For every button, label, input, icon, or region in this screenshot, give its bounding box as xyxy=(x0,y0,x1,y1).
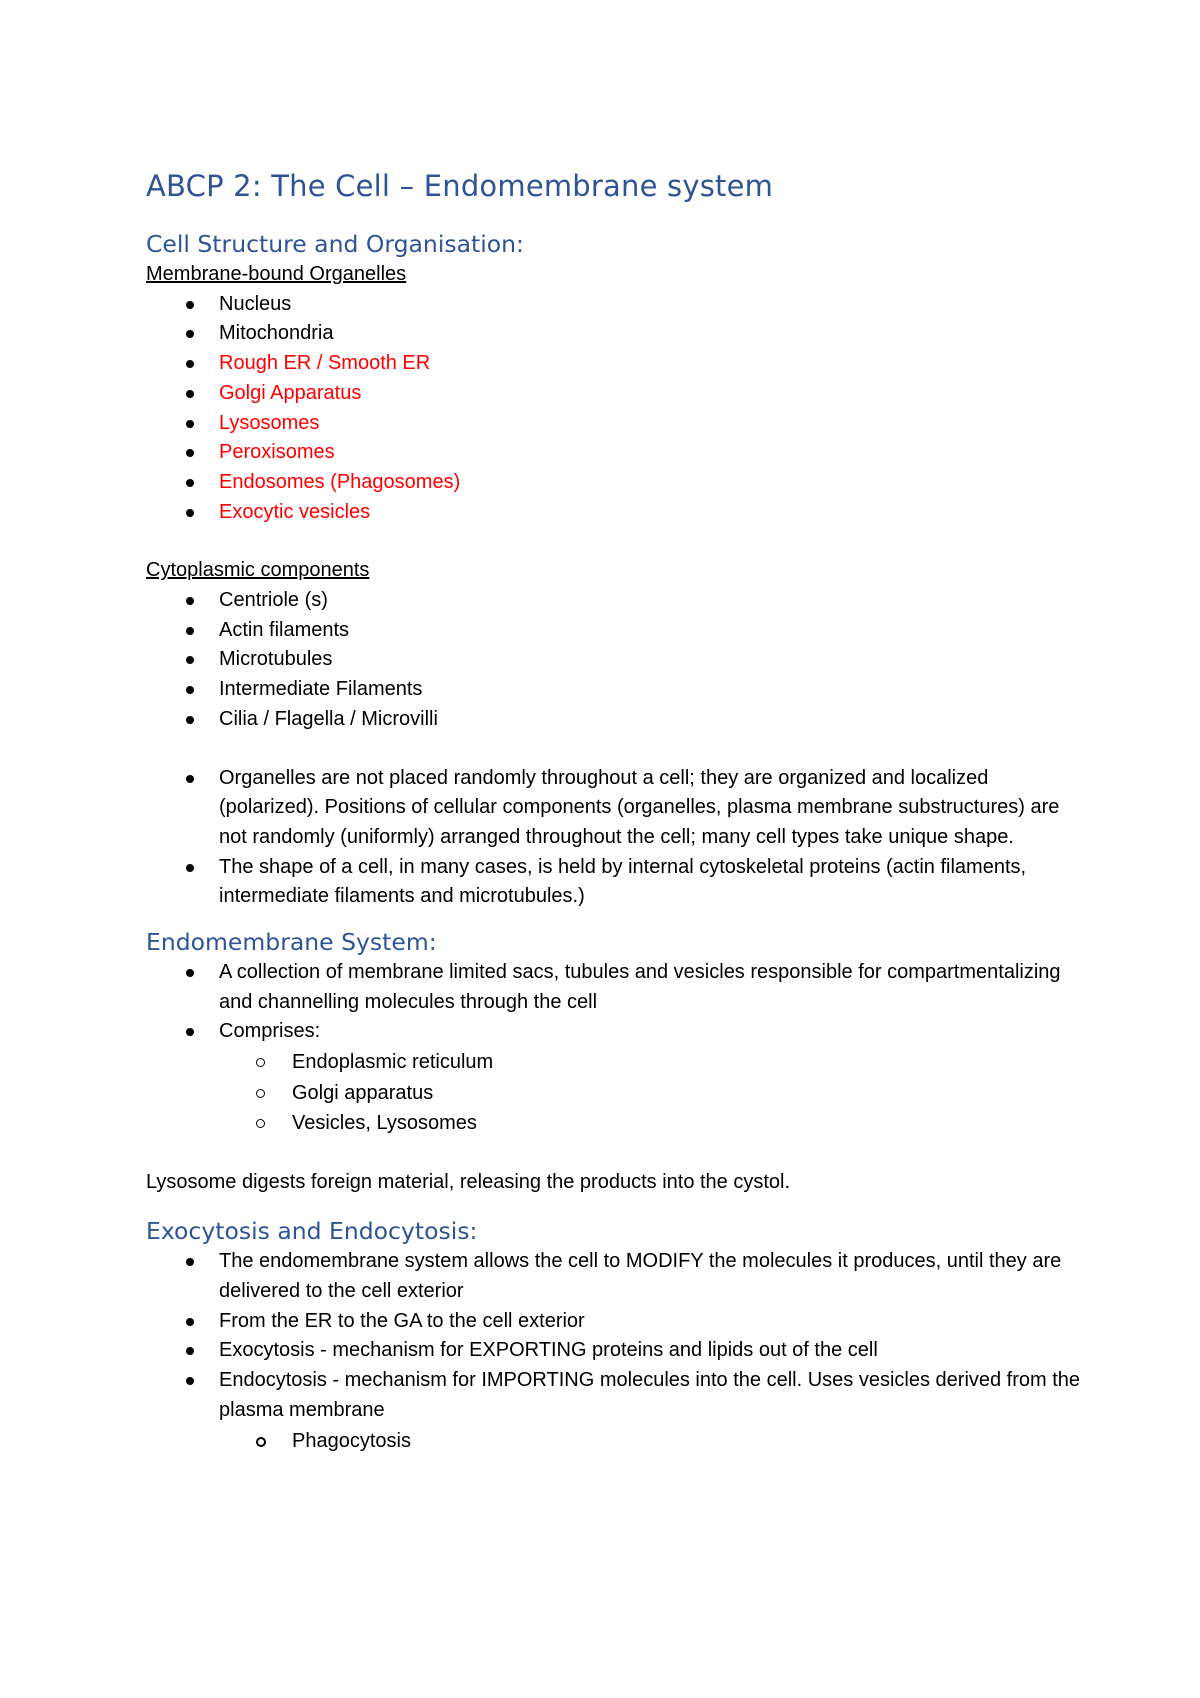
bullet-icon xyxy=(186,656,194,664)
bullet-icon xyxy=(186,864,194,872)
bullet-icon xyxy=(186,301,194,309)
list-item-text: Exocytosis - mechanism for EXPORTING proteins and lipids out of the cell xyxy=(219,1339,878,1362)
list-item xyxy=(146,853,1086,912)
list-item xyxy=(146,705,1086,735)
bullet-icon xyxy=(186,1318,194,1326)
page-title: ABCP 2: The Cell – Endomembrane system xyxy=(146,169,774,203)
list-item xyxy=(146,616,1086,646)
notes-list xyxy=(146,764,1086,913)
list-item-text: Microtubules xyxy=(219,648,333,671)
list-item xyxy=(146,319,1086,349)
bullet-icon xyxy=(186,360,194,368)
sublist-item xyxy=(146,1108,1086,1139)
list-item xyxy=(146,1307,1086,1337)
list-item xyxy=(146,1366,1086,1456)
sublist-item-text: Phagocytosis xyxy=(292,1429,411,1452)
comprises-sublist xyxy=(219,1047,1086,1139)
bullet-icon xyxy=(186,597,194,605)
list-item-text: Golgi Apparatus xyxy=(219,381,362,404)
list-item-text: Organelles are not placed randomly throughout a cell; they are organized and localized (polarized). Positions of cellular components (organelles, plasma membrane substructures) are not randomly (uniformly) arranged throughout the cell; many cell types take unique shape. xyxy=(219,766,1060,848)
sublist-item-text: Vesicles, Lysosomes xyxy=(292,1112,477,1135)
list-item-text: Peroxisomes xyxy=(219,441,335,464)
list-item-text: Nucleus xyxy=(219,292,292,315)
list-item-text: Cilia / Flagella / Microvilli xyxy=(219,707,438,730)
list-item-text: A collection of membrane limited sacs, tubules and vesicles responsible for compartmentalizing and channelling molecules through the cell xyxy=(219,961,1061,1013)
cytoplasmic-list xyxy=(146,586,1086,735)
list-item xyxy=(146,290,1086,320)
document-page xyxy=(146,168,1086,1456)
sublist-item xyxy=(146,1426,1086,1457)
list-item xyxy=(146,586,1086,616)
list-item xyxy=(146,764,1086,853)
hollow-bullet-icon xyxy=(256,1089,265,1098)
list-item-text: From the ER to the GA to the cell exterior xyxy=(219,1309,585,1332)
endomembrane-list xyxy=(146,958,1086,1139)
list-item xyxy=(146,645,1086,675)
hollow-bullet-icon xyxy=(256,1119,265,1128)
list-item-text: Mitochondria xyxy=(219,322,334,345)
list-item-text: Endocytosis - mechanism for IMPORTING molecules into the cell. Uses vesicles derived from the plasma membrane xyxy=(219,1369,1081,1421)
exocytosis-list xyxy=(146,1247,1086,1456)
list-item-text: The endomembrane system allows the cell to MODIFY the molecules it produces, until they are delivered to the cell exterior xyxy=(219,1250,1062,1303)
bullet-icon xyxy=(186,1347,194,1355)
membrane-bound-list xyxy=(146,290,1086,528)
list-item xyxy=(146,1017,1086,1138)
list-item xyxy=(146,1336,1086,1366)
list-item-text: Comprises: xyxy=(219,1020,321,1043)
list-item xyxy=(146,468,1086,498)
bullet-icon xyxy=(186,775,194,783)
spacer xyxy=(146,735,1086,764)
list-item xyxy=(146,349,1086,379)
section-heading-endomembrane: Endomembrane System: xyxy=(146,928,437,957)
lysosome-paragraph: Lysosome digests foreign material, releasing the products into the cystol. xyxy=(146,1170,791,1193)
list-item xyxy=(146,1247,1086,1306)
list-item-text: Rough ER / Smooth ER xyxy=(219,352,431,375)
bullet-icon xyxy=(186,449,194,457)
bullet-icon xyxy=(186,969,194,977)
bullet-icon xyxy=(186,716,194,724)
bullet-icon xyxy=(186,390,194,398)
list-item-text: Intermediate Filaments xyxy=(219,678,423,701)
list-item-text: Endosomes (Phagosomes) xyxy=(219,470,461,493)
list-item-text: The shape of a cell, in many cases, is held by internal cytoskeletal proteins (actin filaments, intermediate filaments and microtubules.) xyxy=(219,855,1027,908)
list-item xyxy=(146,409,1086,439)
subheading-membrane-bound: Membrane-bound Organelles xyxy=(146,263,407,285)
bullet-icon xyxy=(186,420,194,428)
list-item xyxy=(146,675,1086,705)
sublist-item xyxy=(146,1047,1086,1078)
bullet-icon xyxy=(186,330,194,338)
list-item-text: Exocytic vesicles xyxy=(219,500,371,523)
list-item-text: Lysosomes xyxy=(219,411,320,434)
bullet-icon xyxy=(186,627,194,635)
endocytosis-sublist xyxy=(219,1426,1086,1457)
bullet-icon xyxy=(186,1377,194,1385)
list-item xyxy=(146,958,1086,1017)
bullet-icon xyxy=(186,686,194,694)
list-item-text: Actin filaments xyxy=(219,618,350,641)
bullet-icon xyxy=(186,509,194,517)
section-heading-cell-structure: Cell Structure and Organisation: xyxy=(146,230,524,258)
subheading-cytoplasmic: Cytoplasmic components xyxy=(146,559,370,582)
list-item xyxy=(146,379,1086,409)
list-item xyxy=(146,438,1086,468)
hollow-bullet-icon xyxy=(256,1058,265,1067)
hollow-bullet-icon xyxy=(256,1437,266,1447)
list-item xyxy=(146,498,1086,528)
section-heading-exocytosis: Exocytosis and Endocytosis: xyxy=(146,1217,478,1246)
bullet-icon xyxy=(186,1028,194,1036)
bullet-icon xyxy=(186,1258,194,1266)
sublist-item xyxy=(146,1078,1086,1109)
sublist-item-text: Golgi apparatus xyxy=(292,1081,434,1104)
bullet-icon xyxy=(186,479,194,487)
list-item-text: Centriole (s) xyxy=(219,589,328,612)
sublist-item-text: Endoplasmic reticulum xyxy=(292,1051,494,1074)
